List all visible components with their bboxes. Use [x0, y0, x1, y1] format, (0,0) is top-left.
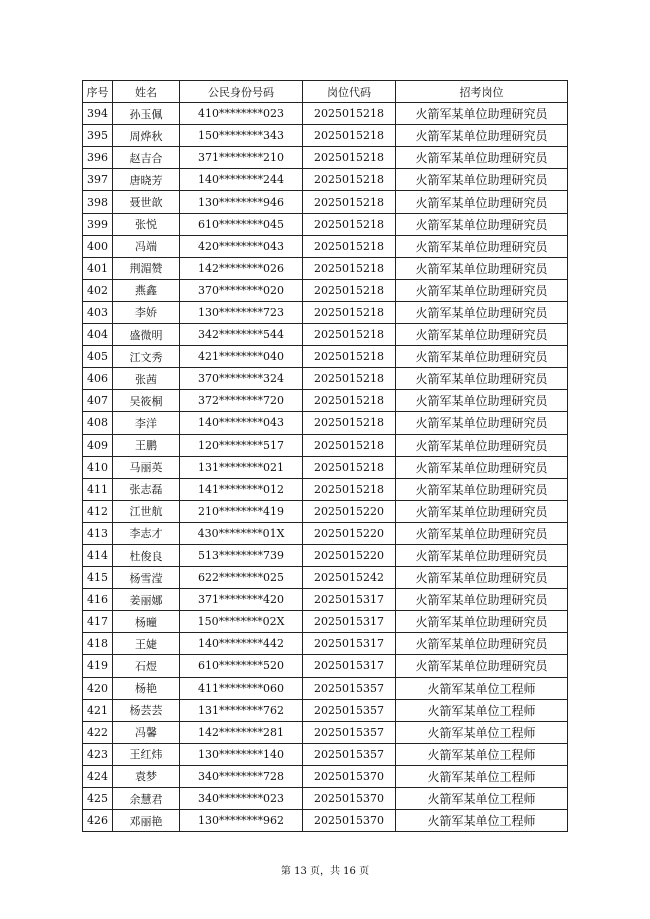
cell-position-code: 2025015218 [303, 169, 396, 191]
cell-position: 火箭军某单位助理研究员 [396, 191, 568, 213]
cell-position: 火箭军某单位助理研究员 [396, 567, 568, 589]
table-row [83, 544, 568, 566]
table-row [83, 567, 568, 589]
cell-index: 408 [83, 412, 113, 434]
cell-position-code: 2025015357 [303, 743, 396, 765]
cell-id-number: 140********244 [180, 169, 303, 191]
cell-position-code: 2025015357 [303, 699, 396, 721]
cell-index: 411 [83, 478, 113, 500]
table-row [83, 677, 568, 699]
cell-name: 姜丽娜 [113, 589, 180, 611]
table-row [83, 456, 568, 478]
cell-index: 404 [83, 324, 113, 346]
table-row [83, 788, 568, 810]
cell-index: 399 [83, 213, 113, 235]
cell-position: 火箭军某单位助理研究员 [396, 324, 568, 346]
cell-position: 火箭军某单位助理研究员 [396, 633, 568, 655]
cell-position: 火箭军某单位助理研究员 [396, 103, 568, 125]
cell-index: 424 [83, 765, 113, 787]
page-footer: 第 13 页，共 16 页 [280, 866, 370, 877]
cell-index: 409 [83, 434, 113, 456]
cell-position-code: 2025015317 [303, 655, 396, 677]
cell-id-number: 610********520 [180, 655, 303, 677]
cell-id-number: 140********043 [180, 412, 303, 434]
cell-name: 李洋 [113, 412, 180, 434]
table-row [83, 301, 568, 323]
table-row [83, 147, 568, 169]
cell-position: 火箭军某单位工程师 [396, 765, 568, 787]
cell-id-number: 131********762 [180, 699, 303, 721]
cell-position-code: 2025015218 [303, 103, 396, 125]
cell-position: 火箭军某单位工程师 [396, 810, 568, 832]
cell-position: 火箭军某单位助理研究员 [396, 412, 568, 434]
table-row [83, 324, 568, 346]
cell-index: 400 [83, 235, 113, 257]
cell-index: 406 [83, 368, 113, 390]
cell-id-number: 130********140 [180, 743, 303, 765]
cell-id-number: 371********420 [180, 589, 303, 611]
cell-id-number: 130********962 [180, 810, 303, 832]
cell-name: 张茜 [113, 368, 180, 390]
cell-position-code: 2025015220 [303, 544, 396, 566]
cell-index: 414 [83, 544, 113, 566]
cell-position: 火箭军某单位助理研究员 [396, 213, 568, 235]
cell-position-code: 2025015220 [303, 500, 396, 522]
cell-position-code: 2025015218 [303, 368, 396, 390]
cell-id-number: 372********720 [180, 390, 303, 412]
cell-position-code: 2025015357 [303, 721, 396, 743]
cell-id-number: 370********324 [180, 368, 303, 390]
cell-name: 张悦 [113, 213, 180, 235]
cell-position-code: 2025015218 [303, 434, 396, 456]
cell-position: 火箭军某单位工程师 [396, 677, 568, 699]
cell-name: 袁梦 [113, 765, 180, 787]
cell-name: 张志磊 [113, 478, 180, 500]
cell-index: 395 [83, 125, 113, 147]
cell-name: 杜俊良 [113, 544, 180, 566]
cell-name: 盛微明 [113, 324, 180, 346]
cell-name: 燕鑫 [113, 279, 180, 301]
cell-index: 413 [83, 522, 113, 544]
cell-index: 397 [83, 169, 113, 191]
cell-id-number: 130********723 [180, 301, 303, 323]
cell-id-number: 210********419 [180, 500, 303, 522]
cell-position: 火箭军某单位工程师 [396, 699, 568, 721]
cell-index: 401 [83, 257, 113, 279]
table-row [83, 257, 568, 279]
cell-id-number: 142********281 [180, 721, 303, 743]
header-position: 招考岗位 [396, 81, 568, 103]
cell-name: 江世航 [113, 500, 180, 522]
cell-name: 李志才 [113, 522, 180, 544]
cell-name: 杨雪滢 [113, 567, 180, 589]
table-row [83, 368, 568, 390]
cell-index: 396 [83, 147, 113, 169]
cell-position: 火箭军某单位助理研究员 [396, 478, 568, 500]
cell-position-code: 2025015357 [303, 677, 396, 699]
table-row [83, 589, 568, 611]
cell-name: 马丽英 [113, 456, 180, 478]
cell-position-code: 2025015218 [303, 324, 396, 346]
cell-position: 火箭军某单位助理研究员 [396, 522, 568, 544]
cell-index: 423 [83, 743, 113, 765]
cell-id-number: 120********517 [180, 434, 303, 456]
cell-index: 426 [83, 810, 113, 832]
cell-position: 火箭军某单位助理研究员 [396, 169, 568, 191]
cell-id-number: 421********040 [180, 346, 303, 368]
cell-id-number: 410********023 [180, 103, 303, 125]
cell-position: 火箭军某单位助理研究员 [396, 456, 568, 478]
cell-name: 杨芸芸 [113, 699, 180, 721]
cell-index: 405 [83, 346, 113, 368]
table-row [83, 721, 568, 743]
table-row [83, 500, 568, 522]
cell-name: 李娇 [113, 301, 180, 323]
cell-position-code: 2025015218 [303, 478, 396, 500]
cell-index: 410 [83, 456, 113, 478]
cell-index: 417 [83, 611, 113, 633]
cell-position-code: 2025015370 [303, 788, 396, 810]
cell-position-code: 2025015317 [303, 589, 396, 611]
cell-position-code: 2025015218 [303, 191, 396, 213]
cell-id-number: 130********946 [180, 191, 303, 213]
cell-name: 孙玉佩 [113, 103, 180, 125]
cell-index: 394 [83, 103, 113, 125]
cell-id-number: 150********02X [180, 611, 303, 633]
cell-position: 火箭军某单位工程师 [396, 788, 568, 810]
cell-position: 火箭军某单位助理研究员 [396, 257, 568, 279]
cell-name: 杨艳 [113, 677, 180, 699]
cell-name: 余慧君 [113, 788, 180, 810]
table-row [83, 633, 568, 655]
header-name: 姓名 [113, 81, 180, 103]
table-row [83, 434, 568, 456]
cell-id-number: 610********045 [180, 213, 303, 235]
cell-position-code: 2025015317 [303, 611, 396, 633]
cell-position-code: 2025015218 [303, 301, 396, 323]
table-body [83, 103, 568, 832]
table-row [83, 699, 568, 721]
table-row [83, 279, 568, 301]
cell-index: 420 [83, 677, 113, 699]
table-row [83, 522, 568, 544]
cell-name: 冯端 [113, 235, 180, 257]
cell-position: 火箭军某单位工程师 [396, 743, 568, 765]
cell-position-code: 2025015370 [303, 765, 396, 787]
cell-index: 403 [83, 301, 113, 323]
cell-position-code: 2025015242 [303, 567, 396, 589]
table-row [83, 346, 568, 368]
cell-position-code: 2025015218 [303, 257, 396, 279]
table-row [83, 655, 568, 677]
cell-position-code: 2025015218 [303, 412, 396, 434]
cell-position: 火箭军某单位助理研究员 [396, 301, 568, 323]
table-row [83, 412, 568, 434]
cell-position: 火箭军某单位助理研究员 [396, 279, 568, 301]
cell-index: 415 [83, 567, 113, 589]
table-row [83, 765, 568, 787]
table-row [83, 191, 568, 213]
cell-id-number: 140********442 [180, 633, 303, 655]
cell-position: 火箭军某单位助理研究员 [396, 346, 568, 368]
cell-name: 冯馨 [113, 721, 180, 743]
table-row [83, 235, 568, 257]
cell-position-code: 2025015370 [303, 810, 396, 832]
table-row [83, 125, 568, 147]
cell-index: 407 [83, 390, 113, 412]
cell-name: 聂世歆 [113, 191, 180, 213]
cell-id-number: 411********060 [180, 677, 303, 699]
cell-name: 荆湄赞 [113, 257, 180, 279]
cell-id-number: 370********020 [180, 279, 303, 301]
table-row [83, 478, 568, 500]
cell-name: 王鹏 [113, 434, 180, 456]
cell-id-number: 420********043 [180, 235, 303, 257]
table-row [83, 611, 568, 633]
cell-position-code: 2025015317 [303, 633, 396, 655]
cell-index: 398 [83, 191, 113, 213]
cell-name: 王婕 [113, 633, 180, 655]
cell-name: 周烨秋 [113, 125, 180, 147]
candidate-table [82, 80, 568, 832]
cell-id-number: 141********012 [180, 478, 303, 500]
cell-name: 唐晓芳 [113, 169, 180, 191]
cell-index: 412 [83, 500, 113, 522]
table-row [83, 743, 568, 765]
cell-name: 赵吉合 [113, 147, 180, 169]
cell-position: 火箭军某单位助理研究员 [396, 147, 568, 169]
cell-id-number: 342********544 [180, 324, 303, 346]
cell-id-number: 622********025 [180, 567, 303, 589]
cell-position-code: 2025015218 [303, 213, 396, 235]
table-header-row [83, 81, 568, 103]
cell-name: 江文秀 [113, 346, 180, 368]
table-row [83, 103, 568, 125]
cell-position-code: 2025015218 [303, 390, 396, 412]
table-row [83, 390, 568, 412]
cell-position: 火箭军某单位助理研究员 [396, 235, 568, 257]
cell-position: 火箭军某单位助理研究员 [396, 544, 568, 566]
cell-index: 402 [83, 279, 113, 301]
cell-id-number: 150********343 [180, 125, 303, 147]
cell-index: 425 [83, 788, 113, 810]
cell-position-code: 2025015218 [303, 346, 396, 368]
cell-index: 418 [83, 633, 113, 655]
cell-position-code: 2025015218 [303, 456, 396, 478]
cell-name: 吴筱桐 [113, 390, 180, 412]
cell-position: 火箭军某单位助理研究员 [396, 368, 568, 390]
cell-position: 火箭军某单位助理研究员 [396, 589, 568, 611]
header-position-code: 岗位代码 [303, 81, 396, 103]
cell-name: 杨曈 [113, 611, 180, 633]
cell-position-code: 2025015218 [303, 147, 396, 169]
cell-id-number: 340********023 [180, 788, 303, 810]
cell-index: 421 [83, 699, 113, 721]
cell-position: 火箭军某单位助理研究员 [396, 125, 568, 147]
header-id-number: 公民身份号码 [180, 81, 303, 103]
cell-index: 419 [83, 655, 113, 677]
cell-id-number: 340********728 [180, 765, 303, 787]
cell-position-code: 2025015218 [303, 235, 396, 257]
cell-id-number: 142********026 [180, 257, 303, 279]
cell-id-number: 131********021 [180, 456, 303, 478]
cell-position-code: 2025015218 [303, 279, 396, 301]
cell-index: 416 [83, 589, 113, 611]
cell-id-number: 513********739 [180, 544, 303, 566]
cell-position: 火箭军某单位助理研究员 [396, 611, 568, 633]
table-row [83, 213, 568, 235]
table-row [83, 169, 568, 191]
cell-name: 邓丽艳 [113, 810, 180, 832]
cell-position: 火箭军某单位助理研究员 [396, 434, 568, 456]
cell-position: 火箭军某单位助理研究员 [396, 655, 568, 677]
cell-position: 火箭军某单位助理研究员 [396, 390, 568, 412]
cell-name: 王红炜 [113, 743, 180, 765]
header-index: 序号 [83, 81, 113, 103]
cell-position: 火箭军某单位工程师 [396, 721, 568, 743]
cell-name: 石煜 [113, 655, 180, 677]
cell-position: 火箭军某单位助理研究员 [396, 500, 568, 522]
cell-position-code: 2025015220 [303, 522, 396, 544]
table-row [83, 810, 568, 832]
cell-position-code: 2025015218 [303, 125, 396, 147]
cell-id-number: 430********01X [180, 522, 303, 544]
cell-index: 422 [83, 721, 113, 743]
cell-id-number: 371********210 [180, 147, 303, 169]
